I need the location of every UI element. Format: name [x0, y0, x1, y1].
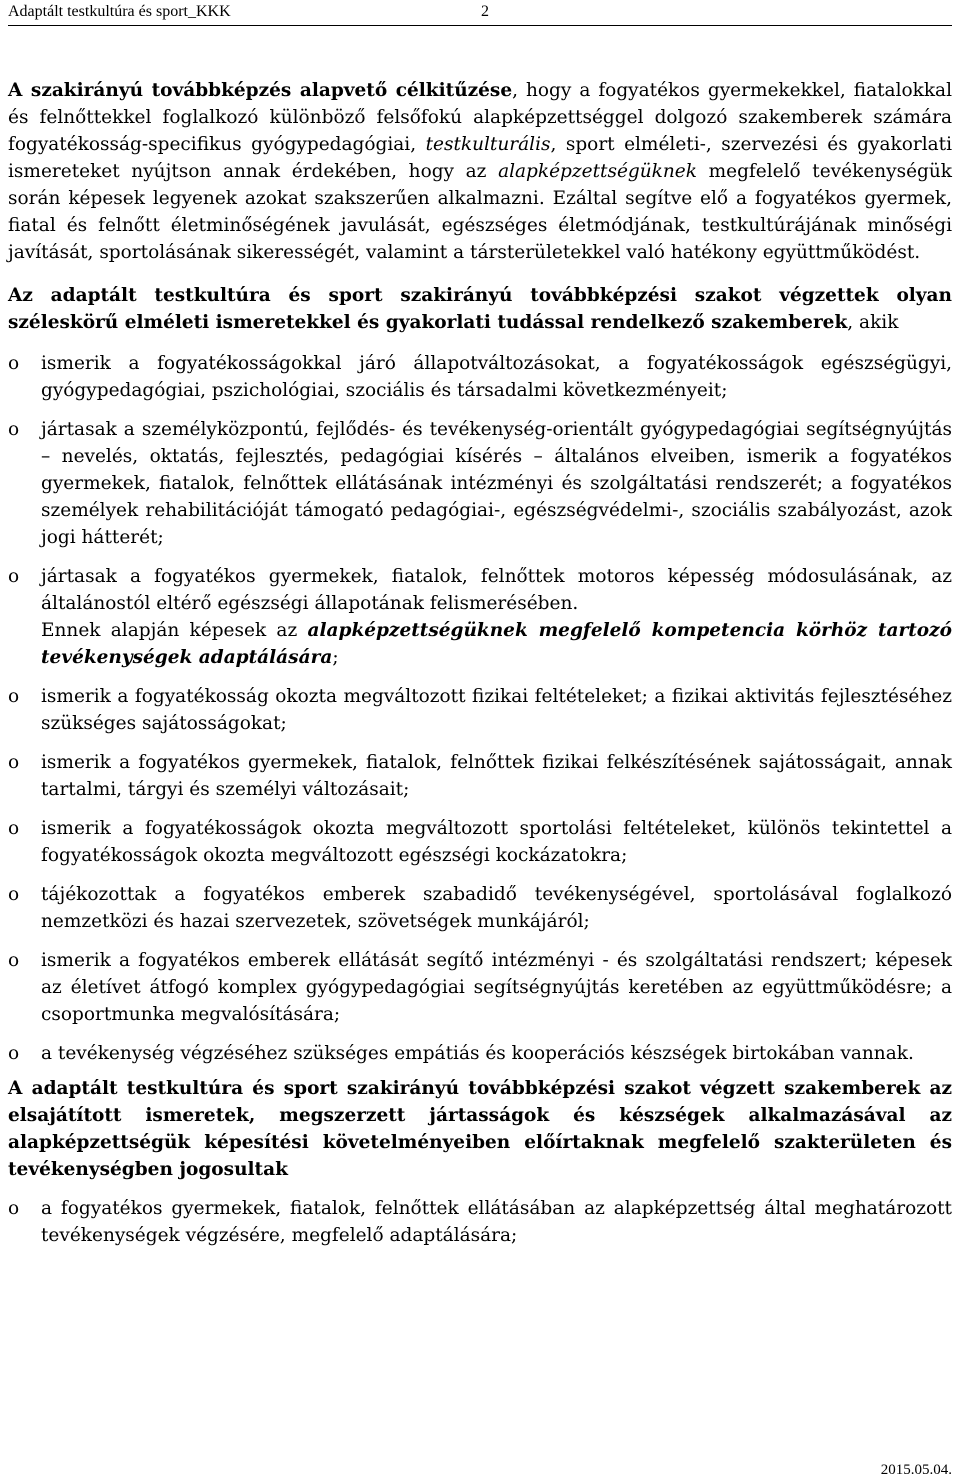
list-item — [8, 683, 952, 737]
list-item — [8, 749, 952, 803]
intro-text-3: megfelelő tevékenységük során képesek legyenek azokat szakszerűen alkalmazni. Ezáltal segítve elő a fogyatékos gyermek, fiatal és felnőtt életminőségének javulását, egészséges életmódjának, testkultúrájának minőségi javítását, sportolásának sikerességét, valamint a társterületekkel való hatékony együttműködést. — [8, 161, 953, 263]
bullet-icon: o — [8, 950, 20, 971]
bullet-icon: o — [8, 566, 20, 587]
competency-list-3 — [8, 1195, 952, 1249]
page-header — [8, 0, 952, 26]
cont-bold-italic: alapképzettségüknek megfelelő kompetencia körhöz tartozó tevékenységek adaptálására — [41, 620, 952, 668]
intro-italic-2: alapképzettségüknek — [498, 161, 697, 182]
bullet-icon: o — [8, 1198, 20, 1219]
list-item-text: a tevékenység végzéséhez szükséges empátiás és kooperációs készségek birtokában vannak. — [41, 1043, 914, 1064]
intro-text-2: , sport elméleti-, szervezési és gyakorlati ismereteket nyújtson annak érdekében, hogy az — [8, 134, 952, 182]
bullet-icon: o — [8, 686, 20, 707]
bullet-icon: o — [8, 752, 20, 773]
list-item-text: ismerik a fogyatékos gyermekek, fiatalok, felnőttek fizikai felkészítésének sajátosságait, annak tartalmi, tárgyi és személyi változásait; — [41, 752, 952, 800]
competency-list-1 — [8, 350, 952, 617]
bullet-icon: o — [8, 353, 20, 374]
list-item-text: tájékozottak a fogyatékos emberek szabadidő tevékenységével, sportolásával foglalkozó nemzetközi és hazai szervezetek, szövetségek munkájáról; — [41, 884, 952, 932]
intro-text-1: , hogy a fogyatékos gyermekekkel, fiatalokkal és felnőttekkel foglalkozó különböző felsőfokú alapképzettséggel dolgozó szakemberek számára fogyatékosság-specifikus gyógypedagógiai, — [8, 80, 952, 155]
list-item-text: ismerik a fogyatékosságok okozta megváltozott sportolási feltételeket, különös tekintettel a fogyatékosságok okozta megváltozott egészségi kockázatokra; — [41, 818, 952, 866]
heading1-tail: , akik — [847, 312, 899, 333]
page-number: 2 — [481, 3, 489, 20]
heading1-bold: Az adaptált testkultúra és sport szakirányú továbbképzési szakot végzettek olyan széleskörű elméleti ismeretekkel és gyakorlati tudással rendelkező szakemberek — [8, 285, 952, 333]
list-item-text: jártasak a személyközpontú, fejlődés- és tevékenység-orientált gyógypedagógiai segítségnyújtás – nevelés, oktatás, fejlesztés, pedagógiai kísérés – általános elveiben, ismerik a fogyatékos gyermekek, fiatalok, felnőttek ellátásának intézményi és szolgáltatási rendszerét; a fogyatékos személyek rehabilitációját támogató pedagógiai-, egészségvédelmi-, szociális szabályozást, azok jogi hátterét; — [41, 419, 952, 548]
header-title: Adaptált testkultúra és sport_KKK — [8, 3, 231, 20]
section-heading-1 — [8, 282, 952, 336]
cont-text-2: ; — [332, 647, 339, 668]
bullet-icon: o — [8, 419, 20, 440]
list-item — [8, 1195, 952, 1249]
section-heading-2: A adaptált testkultúra és sport szakirányú továbbképzési szakot végzett szakemberek az elsajátított ismeretek, megszerzett jártasságok és készségek alkalmazásával az alapképzettségük képesítési követelményeiben előírtaknak megfelelő szakterületen és tevékenységben jogosultak — [8, 1078, 952, 1180]
list-item — [8, 947, 952, 1028]
list-item-text: ismerik a fogyatékosságokkal járó állapotváltozásokat, a fogyatékosságok egészségügyi, gyógypedagógiai, pszichológiai, szociális és társadalmi következményeit; — [41, 353, 952, 401]
intro-bold: A szakirányú továbbképzés alapvető célkitűzése — [8, 80, 513, 101]
list-item-text: jártasak a fogyatékos gyermekek, fiatalok, felnőttek motoros képesség módosulásának, az általánostól eltérő egészségi állapotának felismerésében. — [41, 566, 952, 614]
intro-italic-1: testkulturális — [425, 134, 551, 155]
intro-paragraph — [8, 77, 952, 266]
list-item — [8, 815, 952, 869]
document-body — [8, 77, 952, 1261]
cont-text-1: Ennek alapján képesek az — [41, 620, 308, 641]
list-item-text: ismerik a fogyatékosság okozta megváltozott fizikai feltételeket; a fizikai aktivitás fejlesztéséhez szükséges sajátosságokat; — [41, 686, 952, 734]
list-item-text: ismerik a fogyatékos emberek ellátását segítő intézményi - és szolgáltatási rendszert; képesek az életívet átfogó komplex gyógypedagógiai segítségnyújtás keretében az együttműködésre; a csoportmunka megvalósítására; — [41, 950, 952, 1025]
continuation-paragraph — [8, 617, 952, 671]
list-item — [8, 563, 952, 617]
bullet-icon: o — [8, 884, 20, 905]
list-item-text: a fogyatékos gyermekek, fiatalok, felnőttek ellátásában az alapképzettség által meghatározott tevékenységek végzésére, megfelelő adaptálására; — [41, 1198, 952, 1246]
bullet-icon: o — [8, 1043, 20, 1064]
bullet-icon: o — [8, 818, 20, 839]
competency-list-2 — [8, 683, 952, 1067]
list-item — [8, 416, 952, 551]
footer-date: 2015.05.04. — [880, 1462, 952, 1478]
list-item — [8, 881, 952, 935]
list-item — [8, 350, 952, 404]
list-item — [8, 1040, 952, 1067]
